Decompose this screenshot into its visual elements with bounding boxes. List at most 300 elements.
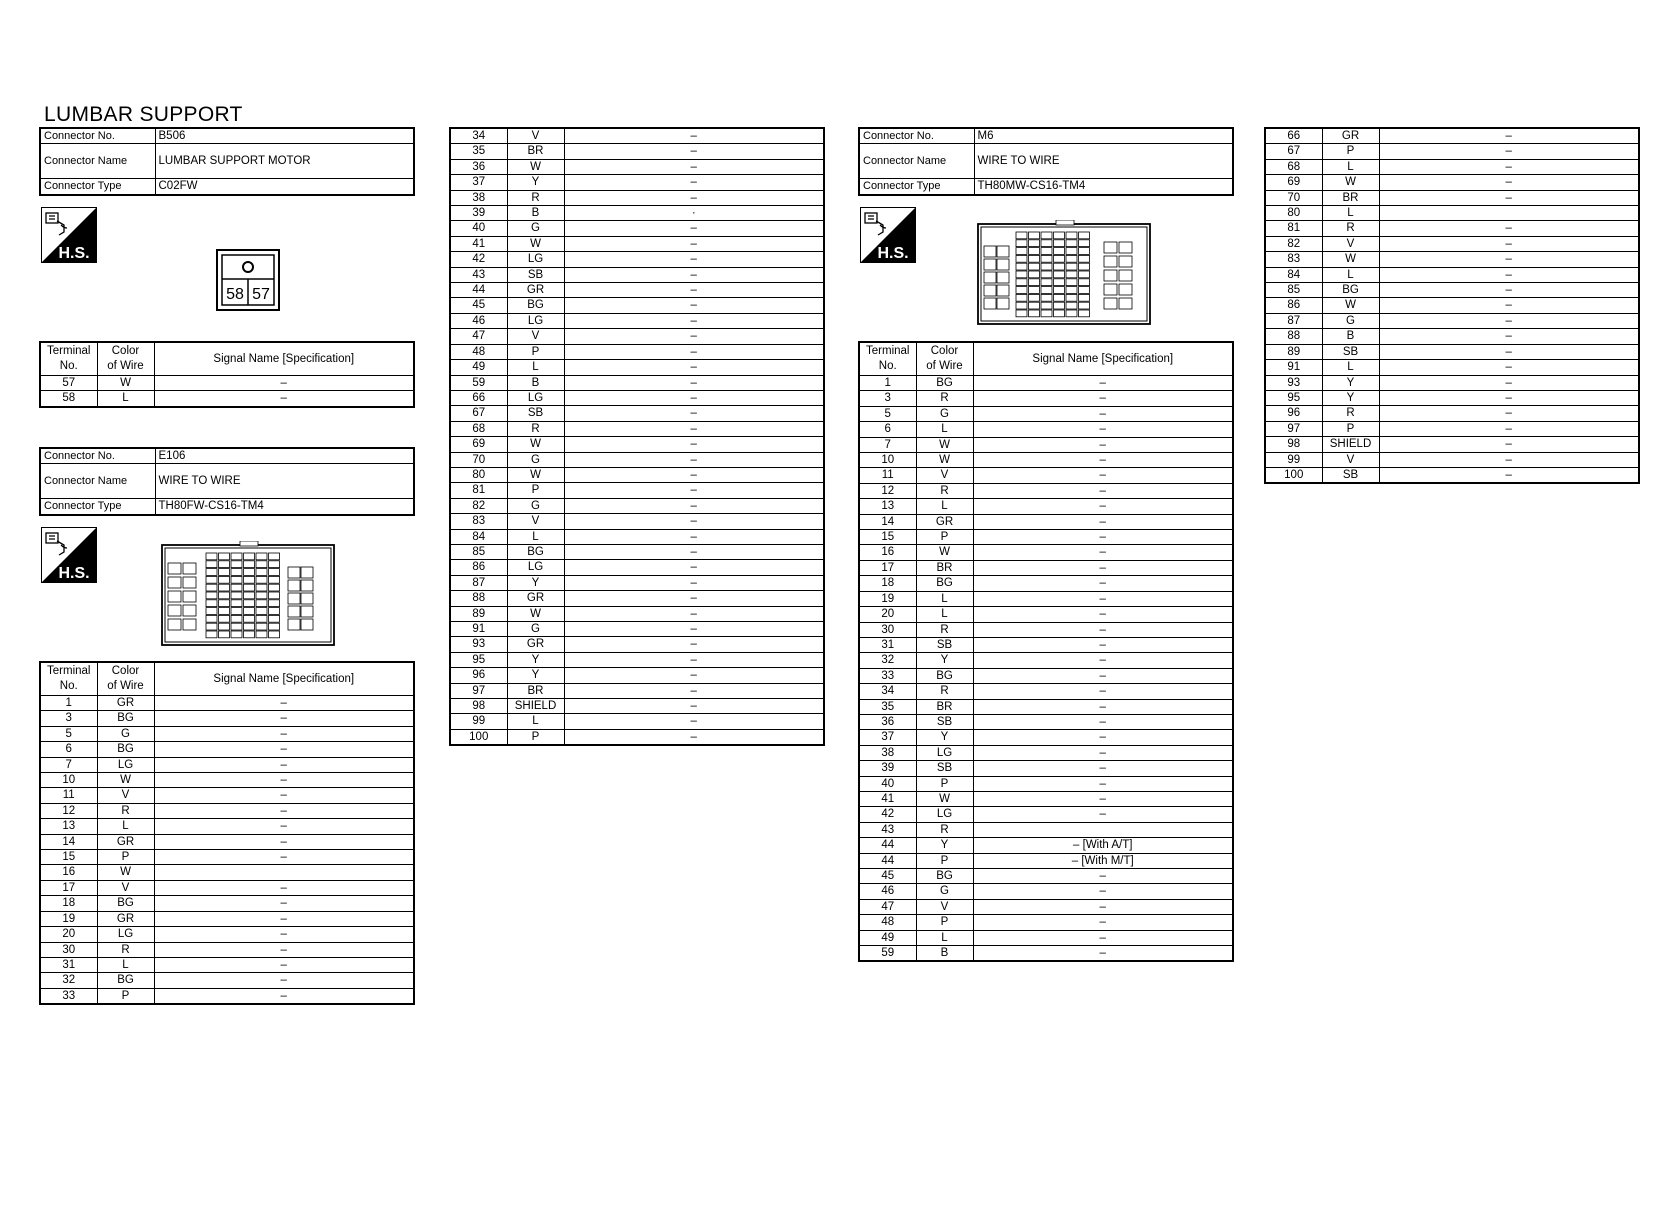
table-row	[859, 822, 1233, 837]
pin-58: 58	[226, 286, 244, 303]
wire-color-cell: V	[507, 128, 564, 144]
connector-m6-terminals	[858, 341, 1234, 962]
table-row	[859, 607, 1233, 622]
terminal-no-cell: 89	[1265, 344, 1322, 359]
wire-color-cell: BG	[507, 544, 564, 559]
wire-color-cell: R	[97, 942, 154, 957]
table-row	[859, 730, 1233, 745]
signal-name-cell: –	[1379, 329, 1639, 344]
signal-name-cell: –	[973, 530, 1233, 545]
terminal-no-cell: 43	[859, 822, 916, 837]
table-row	[450, 421, 824, 436]
signal-name-cell: –	[154, 391, 414, 407]
terminal-no-cell: 45	[450, 298, 507, 313]
terminal-no-cell: 3	[40, 711, 97, 726]
signal-name-cell: –	[1379, 175, 1639, 190]
harness-side-icon	[41, 207, 97, 263]
signal-name-cell: –	[564, 421, 824, 436]
signal-name-cell: –	[1379, 298, 1639, 313]
wire-color-cell: SB	[1322, 344, 1379, 359]
signal-name-cell: –	[564, 652, 824, 667]
signal-name-cell: –	[564, 175, 824, 190]
signal-name-cell: –	[973, 653, 1233, 668]
signal-name-cell: –	[564, 128, 824, 144]
wire-color-cell: P	[1322, 144, 1379, 159]
terminal-no-cell: 33	[859, 668, 916, 683]
connector-type-label: Connector Type	[40, 179, 155, 195]
terminal-no-cell: 20	[859, 607, 916, 622]
table-row	[450, 344, 824, 359]
signal-name-cell: –	[564, 544, 824, 559]
signal-name-cell: –	[973, 422, 1233, 437]
terminal-no-cell: 96	[1265, 406, 1322, 421]
connector-b506-terminals	[39, 341, 415, 408]
wire-color-cell: W	[916, 545, 973, 560]
table-row	[450, 483, 824, 498]
wire-color-cell: SB	[916, 761, 973, 776]
signal-name-cell: –	[564, 190, 824, 205]
wire-color-cell: G	[507, 622, 564, 637]
wire-color-cell: GR	[507, 637, 564, 652]
signal-name-cell: –	[1379, 375, 1639, 390]
terminal-no-cell: 49	[450, 360, 507, 375]
connector-no-label: Connector No.	[40, 448, 155, 464]
terminal-no-cell: 34	[450, 128, 507, 144]
wire-color-cell: W	[97, 865, 154, 880]
table-row	[859, 560, 1233, 575]
signal-name-cell: –	[154, 973, 414, 988]
terminal-no-cell: 45	[859, 869, 916, 884]
signal-name-cell: –	[973, 714, 1233, 729]
table-row	[859, 637, 1233, 652]
wire-color-cell: W	[916, 791, 973, 806]
wire-color-cell: Y	[1322, 375, 1379, 390]
table-row	[1265, 206, 1639, 221]
signal-name-cell: –	[564, 591, 824, 606]
table-row	[450, 575, 824, 590]
harness-side-icon	[860, 207, 916, 263]
terminal-no-cell: 100	[450, 729, 507, 745]
wire-color-cell: Y	[1322, 390, 1379, 405]
wire-color-cell: G	[97, 726, 154, 741]
wire-color-cell: W	[97, 773, 154, 788]
terminal-no-cell: 99	[450, 714, 507, 729]
table-row	[1265, 283, 1639, 298]
terminal-no-cell: 37	[450, 175, 507, 190]
table-row	[859, 483, 1233, 498]
wire-color-cell: P	[507, 729, 564, 745]
wire-color-cell: V	[507, 514, 564, 529]
color-header: Color of Wire	[916, 342, 973, 376]
signal-name-cell: – [With A/T]	[973, 838, 1233, 853]
connector-e106-header	[39, 447, 415, 516]
table-row	[450, 267, 824, 282]
wire-color-cell: L	[916, 591, 973, 606]
terminal-no-cell: 16	[859, 545, 916, 560]
signal-name-cell: –	[564, 159, 824, 174]
connector-no-label: Connector No.	[859, 128, 974, 144]
terminal-no-cell: 40	[450, 221, 507, 236]
wire-color-cell: R	[1322, 221, 1379, 236]
harness-side-icon	[41, 527, 97, 583]
wire-color-cell: G	[507, 221, 564, 236]
table-row	[1265, 437, 1639, 452]
signal-name-cell: –	[973, 730, 1233, 745]
terminal-no-cell: 12	[40, 803, 97, 818]
table-row	[40, 376, 414, 391]
table-row	[40, 880, 414, 895]
signal-name-cell: –	[564, 375, 824, 390]
hs-label: H.S.	[58, 565, 90, 582]
wire-color-cell: BG	[97, 711, 154, 726]
wire-color-cell: W	[507, 159, 564, 174]
signal-name-cell: –	[973, 668, 1233, 683]
table-row	[1265, 421, 1639, 436]
signal-name-cell: –	[154, 957, 414, 972]
table-row	[40, 865, 414, 880]
terminal-no-cell: 19	[859, 591, 916, 606]
signal-name-cell: –	[564, 329, 824, 344]
table-row	[40, 927, 414, 942]
wire-color-cell: BG	[507, 298, 564, 313]
table-row	[1265, 406, 1639, 421]
signal-name-cell: –	[564, 467, 824, 482]
signal-name-cell	[973, 822, 1233, 837]
table-row	[1265, 467, 1639, 483]
terminal-no-cell: 5	[859, 406, 916, 421]
table-row	[450, 175, 824, 190]
table-row	[859, 791, 1233, 806]
signal-name-cell: –	[973, 453, 1233, 468]
signal-name-cell: –	[154, 711, 414, 726]
signal-name-cell: –	[973, 791, 1233, 806]
terminal-no-cell: 39	[859, 761, 916, 776]
table-row	[450, 221, 824, 236]
terminal-no-cell: 82	[450, 498, 507, 513]
signal-name-cell: –	[973, 745, 1233, 760]
terminal-no-cell: 15	[859, 530, 916, 545]
table-row	[450, 283, 824, 298]
wire-color-cell: LG	[507, 313, 564, 328]
wire-color-cell: L	[507, 529, 564, 544]
wire-color-cell: GR	[507, 283, 564, 298]
signal-name-cell: –	[1379, 128, 1639, 144]
wire-color-cell: Y	[916, 730, 973, 745]
connector-m6-header	[858, 127, 1234, 196]
terminal-no-cell: 38	[450, 190, 507, 205]
wire-color-cell: LG	[916, 807, 973, 822]
terminal-no-cell: 47	[450, 329, 507, 344]
wire-color-cell: BG	[916, 376, 973, 391]
connector-e106-face	[160, 541, 336, 651]
connector-name-label: Connector Name	[40, 144, 155, 179]
signal-name-cell: –	[154, 696, 414, 711]
terminal-no-cell: 83	[450, 514, 507, 529]
signal-name-cell	[1379, 206, 1639, 221]
wire-color-cell: P	[97, 850, 154, 865]
hs-label: H.S.	[877, 245, 909, 262]
wire-color-cell: B	[916, 946, 973, 962]
terminal-no-cell: 12	[859, 483, 916, 498]
wire-color-cell: SB	[507, 267, 564, 282]
terminal-no-cell: 31	[859, 637, 916, 652]
table-row	[859, 930, 1233, 945]
table-row	[450, 313, 824, 328]
table-row	[859, 376, 1233, 391]
connector-name-label: Connector Name	[859, 144, 974, 179]
terminal-no-cell: 97	[1265, 421, 1322, 436]
table-row	[859, 899, 1233, 914]
signal-name-cell: –	[564, 236, 824, 251]
wire-color-cell: GR	[97, 696, 154, 711]
table-row	[40, 988, 414, 1004]
wire-color-cell: L	[916, 930, 973, 945]
signal-name-cell: –	[154, 911, 414, 926]
wire-color-cell: W	[507, 467, 564, 482]
table-row	[40, 696, 414, 711]
signal-name-cell: –	[154, 788, 414, 803]
table-row	[1265, 313, 1639, 328]
signal-name-cell: –	[973, 391, 1233, 406]
terminal-no-cell: 80	[450, 467, 507, 482]
table-row	[859, 668, 1233, 683]
wire-color-cell: P	[97, 988, 154, 1004]
table-row	[859, 776, 1233, 791]
signal-name-cell: –	[154, 803, 414, 818]
wire-color-cell: R	[916, 822, 973, 837]
table-row	[859, 422, 1233, 437]
signal-header: Signal Name [Specification]	[154, 342, 414, 376]
terminal-no-cell: 36	[859, 714, 916, 729]
table-row	[1265, 144, 1639, 159]
wire-color-cell: P	[916, 915, 973, 930]
table-row	[450, 329, 824, 344]
terminal-no-cell: 100	[1265, 467, 1322, 483]
signal-name-cell: –	[564, 298, 824, 313]
table-row	[859, 576, 1233, 591]
signal-name-cell: –	[973, 776, 1233, 791]
terminal-no-cell: 30	[40, 942, 97, 957]
table-row	[859, 884, 1233, 899]
signal-name-cell: –	[1379, 437, 1639, 452]
connector-type-value: C02FW	[155, 179, 414, 195]
table-row	[859, 453, 1233, 468]
table-row	[450, 729, 824, 745]
wire-color-cell: V	[1322, 452, 1379, 467]
signal-name-cell: –	[564, 344, 824, 359]
wire-color-cell: SHIELD	[1322, 437, 1379, 452]
table-row	[859, 869, 1233, 884]
connector-type-label: Connector Type	[40, 499, 155, 515]
wire-color-cell: V	[916, 468, 973, 483]
terminal-no-cell: 15	[40, 850, 97, 865]
signal-name-cell: –	[1379, 390, 1639, 405]
wire-color-cell: SB	[507, 406, 564, 421]
table-row	[1265, 267, 1639, 282]
connector-e106-terminals-cont	[449, 127, 825, 746]
terminal-no-cell: 67	[450, 406, 507, 421]
wire-color-cell: LG	[916, 745, 973, 760]
table-row	[1265, 344, 1639, 359]
signal-name-cell: –	[154, 850, 414, 865]
table-row	[1265, 329, 1639, 344]
table-row	[859, 761, 1233, 776]
signal-name-cell: –	[973, 915, 1233, 930]
connector-type-label: Connector Type	[859, 179, 974, 195]
signal-name-cell: –	[973, 591, 1233, 606]
table-row	[859, 468, 1233, 483]
terminal-no-cell: 86	[1265, 298, 1322, 313]
terminal-no-cell: 19	[40, 911, 97, 926]
wire-color-cell: W	[97, 376, 154, 391]
terminal-no-cell: 82	[1265, 236, 1322, 251]
terminal-no-cell: 10	[40, 773, 97, 788]
signal-name-cell: –	[1379, 221, 1639, 236]
terminal-no-cell: 35	[450, 144, 507, 159]
terminal-no-cell: 7	[859, 437, 916, 452]
terminal-no-cell: 37	[859, 730, 916, 745]
table-row	[1265, 252, 1639, 267]
wire-color-cell: L	[507, 360, 564, 375]
terminal-no-cell: 99	[1265, 452, 1322, 467]
table-row	[450, 622, 824, 637]
table-row	[40, 834, 414, 849]
terminal-no-cell: 91	[450, 622, 507, 637]
wire-color-cell: BG	[916, 668, 973, 683]
wire-color-cell: R	[507, 190, 564, 205]
signal-name-cell: –	[564, 683, 824, 698]
terminal-no-cell: 46	[450, 313, 507, 328]
wire-color-cell: LG	[507, 390, 564, 405]
wire-color-cell: L	[916, 499, 973, 514]
table-row	[859, 853, 1233, 868]
connector-type-value: TH80FW-CS16-TM4	[155, 499, 414, 515]
wire-color-cell: R	[97, 803, 154, 818]
signal-name-cell: – [With M/T]	[973, 853, 1233, 868]
table-row	[40, 803, 414, 818]
terminal-no-cell: 67	[1265, 144, 1322, 159]
terminal-no-cell: 42	[859, 807, 916, 822]
terminal-no-cell: 3	[859, 391, 916, 406]
wire-color-cell: LG	[507, 560, 564, 575]
wire-color-cell: GR	[507, 591, 564, 606]
wire-color-cell: GR	[97, 834, 154, 849]
table-row	[1265, 190, 1639, 205]
terminal-no-cell: 44	[859, 838, 916, 853]
wire-color-cell: R	[916, 391, 973, 406]
table-row	[450, 637, 824, 652]
signal-name-cell: –	[564, 606, 824, 621]
wire-color-cell: W	[507, 437, 564, 452]
terminal-no-cell: 1	[859, 376, 916, 391]
signal-name-cell: –	[154, 773, 414, 788]
wire-color-cell: BR	[507, 144, 564, 159]
signal-name-cell: –	[564, 699, 824, 714]
terminal-no-cell: 10	[859, 453, 916, 468]
terminal-no-cell: 36	[450, 159, 507, 174]
table-row	[40, 819, 414, 834]
wire-color-cell: BG	[916, 869, 973, 884]
terminal-no-cell: 18	[40, 896, 97, 911]
table-row	[450, 236, 824, 251]
terminal-no-cell: 87	[450, 575, 507, 590]
terminal-no-cell: 83	[1265, 252, 1322, 267]
signal-name-cell: –	[1379, 236, 1639, 251]
table-row	[859, 622, 1233, 637]
terminal-no-cell: 69	[450, 437, 507, 452]
signal-name-cell: –	[564, 668, 824, 683]
wire-color-cell: G	[1322, 313, 1379, 328]
terminal-header: Terminal No.	[40, 662, 97, 696]
wire-color-cell: V	[1322, 236, 1379, 251]
connector-type-value: TH80MW-CS16-TM4	[974, 179, 1233, 195]
signal-name-cell: –	[973, 607, 1233, 622]
wire-color-cell: LG	[507, 252, 564, 267]
terminal-no-cell: 97	[450, 683, 507, 698]
terminal-no-cell: 13	[859, 499, 916, 514]
table-row	[40, 726, 414, 741]
terminal-no-cell: 81	[1265, 221, 1322, 236]
terminal-no-cell: 81	[450, 483, 507, 498]
terminal-no-cell: 98	[1265, 437, 1322, 452]
wire-color-cell: SB	[916, 714, 973, 729]
table-row	[1265, 375, 1639, 390]
table-row	[450, 390, 824, 405]
signal-name-cell: –	[973, 560, 1233, 575]
signal-name-cell: –	[973, 807, 1233, 822]
terminal-no-cell: 16	[40, 865, 97, 880]
terminal-header: Terminal No.	[40, 342, 97, 376]
table-row	[450, 159, 824, 174]
terminal-no-cell: 31	[40, 957, 97, 972]
terminal-no-cell: 70	[450, 452, 507, 467]
table-row	[859, 699, 1233, 714]
table-row	[450, 606, 824, 621]
signal-name-cell: –	[154, 927, 414, 942]
table-row	[859, 807, 1233, 822]
table-row	[1265, 175, 1639, 190]
table-row	[450, 437, 824, 452]
signal-name-cell: –	[154, 757, 414, 772]
table-row	[40, 911, 414, 926]
terminal-no-cell: 11	[40, 788, 97, 803]
signal-name-cell: –	[154, 880, 414, 895]
table-row	[450, 467, 824, 482]
wire-color-cell: L	[916, 422, 973, 437]
signal-name-cell: –	[1379, 267, 1639, 282]
connector-name-value: WIRE TO WIRE	[974, 144, 1233, 179]
signal-name-cell: –	[564, 637, 824, 652]
table-row	[450, 683, 824, 698]
wire-color-cell: G	[916, 406, 973, 421]
wire-color-cell: B	[507, 375, 564, 390]
wire-color-cell: W	[916, 453, 973, 468]
terminal-no-cell: 84	[450, 529, 507, 544]
terminal-no-cell: 95	[1265, 390, 1322, 405]
signal-name-cell: –	[564, 514, 824, 529]
terminal-no-cell: 98	[450, 699, 507, 714]
wire-color-cell: L	[1322, 360, 1379, 375]
table-row	[450, 652, 824, 667]
wire-color-cell: GR	[97, 911, 154, 926]
table-row	[450, 406, 824, 421]
signal-name-cell: –	[1379, 313, 1639, 328]
signal-name-cell: –	[1379, 452, 1639, 467]
terminal-no-cell: 14	[40, 834, 97, 849]
signal-name-cell: –	[564, 313, 824, 328]
terminal-no-cell: 44	[859, 853, 916, 868]
table-row	[1265, 298, 1639, 313]
